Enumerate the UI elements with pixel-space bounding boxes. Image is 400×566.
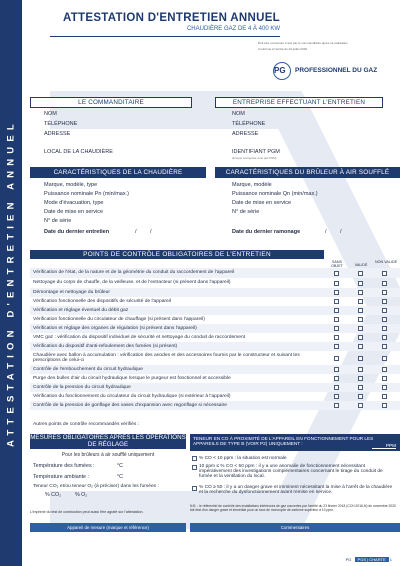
valide-checkbox[interactable]	[358, 335, 363, 340]
non-valide-checkbox[interactable]	[382, 326, 387, 331]
control-point-label: Contrôle de l'embouchement du circuit hydraulique	[33, 366, 143, 372]
chaudiere-evacuation-field[interactable]: Mode d'évacuation, type	[44, 200, 104, 206]
document-subtitle: CHAUDIÈRE GAZ DE 4 À 400 KW	[186, 26, 280, 32]
control-point-label: Vérification de l'état, de la nature et de la géométrie du conduit du raccordement de l'appareil	[33, 269, 235, 275]
commanditaire-adresse-field[interactable]: ADRESSE	[44, 131, 71, 137]
entreprise-pgm-field[interactable]: IDENTIFIANT PGM	[232, 149, 280, 155]
sans-objet-checkbox[interactable]	[334, 376, 339, 381]
non-valide-checkbox[interactable]	[382, 317, 387, 322]
chaudiere-mise-en-service-field[interactable]: Date de mise en service	[44, 209, 103, 215]
control-point-row	[30, 324, 400, 333]
commanditaire-telephone-field[interactable]: TÉLÉPHONE	[44, 121, 78, 127]
co-danger-checkbox[interactable]	[192, 486, 197, 491]
sans-objet-checkbox[interactable]	[334, 326, 339, 331]
date-separator: /	[135, 229, 137, 235]
chaudiere-dernier-entretien-field[interactable]: Date du dernier entretien	[44, 229, 110, 235]
non-valide-checkbox[interactable]	[382, 335, 387, 340]
bruleur-heading: CARACTÉRISTIQUES DU BRÛLEUR À AIR SOUFFLÉ	[215, 167, 400, 178]
mesures-footnote: L'imprimé du test de combustion peut aussi être agrafé sur l'attestation.	[30, 510, 144, 514]
bruleur-serie-field[interactable]: N° de série	[232, 209, 260, 215]
temp-ambiante-unit: °C	[117, 474, 123, 480]
valide-checkbox[interactable]	[358, 385, 363, 390]
control-point-row	[30, 333, 400, 342]
valide-checkbox[interactable]	[358, 317, 363, 322]
control-point-row	[30, 306, 400, 315]
control-point-row	[30, 365, 400, 374]
control-point-label: Vérification fonctionnelle du circulateur de chauffage (si présent dans l'appareil)	[33, 316, 205, 322]
page-number: 1	[389, 557, 392, 562]
control-point-label: Nettoyage du corps de chauffe, de la veilleuse, et de l'extracteur (si présent dans l'appareil)	[33, 279, 231, 285]
sans-objet-checkbox[interactable]	[334, 367, 339, 372]
valide-checkbox[interactable]	[358, 271, 363, 276]
non-valide-checkbox[interactable]	[382, 376, 387, 381]
pg-logo	[273, 62, 393, 80]
date-separator: /	[340, 229, 342, 235]
control-point-row	[30, 392, 400, 401]
sans-objet-checkbox[interactable]	[334, 394, 339, 399]
valide-checkbox[interactable]	[358, 308, 363, 313]
non-valide-checkbox[interactable]	[382, 271, 387, 276]
co-anomalie-checkbox[interactable]	[192, 465, 197, 470]
co-nb-note: N.B. : le référentiel de contrôle des installations intérieures de gaz couvertes par l'arrêté du 23 février 2018 (CCH-2016-N) de novembre 2020 fait état d'un danger grave et immédiat pour un taux de monoxyde de carbone supérieur à 10 ppm.	[190, 504, 396, 512]
sans-objet-checkbox[interactable]	[334, 403, 339, 408]
logo-mark: PG	[274, 65, 286, 75]
control-point-label: Vérification et réglage des organes de régulation (si présent dans l'appareil)	[33, 325, 197, 331]
col-valide: VALIDÉ	[354, 263, 368, 267]
co-heading-text: TENEUR EN CO À PROXIMITÉ DE L'APPAREIL EN FONCTIONNEMENT POUR LES APPAREILS DE TYPE B (VOIR P2) UNIQUEMENT :	[193, 435, 374, 446]
chaudiere-serie-field[interactable]: N° de série	[44, 218, 72, 224]
non-valide-checkbox[interactable]	[382, 299, 387, 304]
valide-checkbox[interactable]	[358, 299, 363, 304]
non-valide-checkbox[interactable]	[382, 281, 387, 286]
footer-tag: PGS | CHARTE	[355, 557, 389, 562]
valide-checkbox[interactable]	[358, 356, 363, 361]
header-divider	[50, 36, 280, 37]
valide-checkbox[interactable]	[358, 344, 363, 349]
valide-checkbox[interactable]	[358, 376, 363, 381]
control-point-label: Vérification fonctionnelle des dispositifs de sécurité de l'appareil	[33, 298, 171, 304]
non-valide-checkbox[interactable]	[382, 356, 387, 361]
page-footer	[346, 557, 392, 562]
col-non-valide: NON VALIDÉ	[374, 260, 398, 264]
bruleur-mise-en-service-field[interactable]: Date de mise en service	[232, 200, 291, 206]
retention-note: Doit être conservée 2 ans par le commanditaire après sa réalisation	[258, 41, 348, 45]
control-point-row	[30, 315, 400, 324]
entreprise-telephone-field[interactable]: TÉLÉPHONE	[232, 121, 266, 127]
bruleur-dernier-ramonage-field[interactable]: Date du dernier ramonage	[232, 229, 301, 235]
commanditaire-nom-field[interactable]: NOM	[44, 111, 57, 117]
control-point-label: Chaudière avec ballon à accumulation : vérification des anodes et des accessoires fournis par le constructeur et suivant les prescriptions de celui-ci	[33, 352, 300, 363]
entreprise-pgm-note: (lorsque l'entreprise n'est pas PGM)	[232, 156, 277, 160]
co2-field[interactable]: % CO₂	[45, 492, 62, 498]
co-normal-label: % CO < 10 ppm : la situation est normale	[199, 456, 287, 461]
date-separator: /	[325, 229, 327, 235]
valide-checkbox[interactable]	[358, 394, 363, 399]
conformity-note: Conforme à l'arrêté du 24 juillet 2020	[258, 47, 308, 51]
sans-objet-checkbox[interactable]	[334, 385, 339, 390]
temp-fumees-unit: °C	[117, 463, 123, 469]
logo-text: PROFESSIONNEL DU GAZ	[295, 67, 378, 74]
control-point-row	[30, 297, 400, 306]
mesures-subtitle: Pour les brûleurs à air soufflé uniquement	[61, 452, 155, 458]
control-point-label: Vérification du dispositif d'anti-refoulement des fumées (si présent)	[33, 343, 178, 349]
co-danger-label: % CO ≥ 50 : il y a un danger grave et imminent nécessitant la mise à l'arrêt de la chaudière et la recherche du dysfonctionnement avant remise en service.	[199, 485, 393, 496]
non-valide-checkbox[interactable]	[382, 344, 387, 349]
control-point-label: Contrôle de la pression de gonflage des vases d'expansion avec regonflage si nécessaire	[33, 402, 227, 408]
control-point-row	[30, 374, 400, 383]
temp-ambiante-field[interactable]: Température ambiante :	[33, 474, 89, 480]
control-point-label: Vérification et réglage éventuel du débit gaz	[33, 307, 129, 313]
bruleur-puissance-field[interactable]: Puissance nominale Qn (min/max.)	[232, 191, 318, 197]
co-unit: PPM	[372, 443, 396, 449]
side-banner-text: ATTESTATION D'ENTRETIEN ANNUEL	[5, 119, 17, 447]
non-valide-checkbox[interactable]	[382, 308, 387, 313]
sans-objet-checkbox[interactable]	[334, 271, 339, 276]
sans-objet-checkbox[interactable]	[334, 308, 339, 313]
o2-field[interactable]: % O₂	[75, 492, 88, 498]
valide-checkbox[interactable]	[358, 281, 363, 286]
co-heading	[190, 434, 400, 451]
entreprise-adresse-field[interactable]: ADRESSE	[232, 131, 259, 137]
valide-checkbox[interactable]	[358, 403, 363, 408]
document-title: ATTESTATION D'ENTRETIEN ANNUEL	[62, 12, 280, 24]
chaudiere-marque-field[interactable]: Marque, modèle, type	[44, 182, 98, 188]
control-point-row	[30, 288, 400, 297]
col-sans-objet: SANS OBJET	[331, 260, 343, 268]
entreprise-nom-field[interactable]: NOM	[232, 111, 245, 117]
control-point-row	[30, 383, 400, 392]
control-point-label: Vérification du fonctionnement du circulateur du circuit hydraulique (si extérieur à l'appareil)	[33, 393, 231, 399]
sans-objet-checkbox[interactable]	[334, 299, 339, 304]
valide-checkbox[interactable]	[358, 326, 363, 331]
footer-brand: PG	[345, 557, 352, 562]
sans-objet-checkbox[interactable]	[334, 344, 339, 349]
valide-checkbox[interactable]	[358, 367, 363, 372]
sans-objet-checkbox[interactable]	[334, 290, 339, 295]
control-point-row	[30, 342, 400, 351]
date-separator: /	[150, 229, 152, 235]
teneur-field[interactable]: Teneur CO₂ et/ou teneur O₂ (à préciser) dans les fumées :	[33, 484, 159, 489]
control-point-label: VMC gaz : vérification du dispositif individuel de sécurité et nettoyage du conduit de raccordement	[33, 334, 246, 340]
control-point-row	[30, 351, 400, 365]
non-valide-checkbox[interactable]	[382, 290, 387, 295]
co-normal-checkbox[interactable]	[192, 456, 197, 461]
control-point-label: Purge des bulles d'air du circuit hydraulique lorsque le purgeur est fonctionnel et accessible	[33, 375, 231, 381]
sans-objet-checkbox[interactable]	[334, 281, 339, 286]
non-valide-checkbox[interactable]	[382, 403, 387, 408]
commanditaire-local-field[interactable]: LOCAL DE LA CHAUDIÈRE	[44, 149, 113, 155]
points-controle-heading: POINTS DE CONTRÔLE OBLIGATOIRES DE L'ENTRETIEN	[30, 250, 324, 259]
autres-points-field[interactable]: Autres points de contrôle recommandés vérifiés :	[33, 422, 140, 427]
control-point-row	[30, 401, 400, 410]
non-valide-checkbox[interactable]	[382, 367, 387, 372]
non-valide-checkbox[interactable]	[382, 394, 387, 399]
sans-objet-checkbox[interactable]	[334, 335, 339, 340]
appareil-mesure-bar[interactable]: Appareil de mesure (marque et référence)	[30, 523, 186, 532]
chaudiere-heading: CARACTÉRISTIQUES DE LA CHAUDIÈRE	[30, 167, 206, 178]
non-valide-checkbox[interactable]	[382, 385, 387, 390]
entreprise-heading: ENTREPRISE EFFECTUANT L'ENTRETIEN	[215, 97, 383, 108]
commentaires-bar[interactable]: Commentaires	[190, 523, 400, 532]
sans-objet-checkbox[interactable]	[334, 317, 339, 322]
co-anomalie-label: 10 ppm ≤ % CO < 50 ppm : il y a une anomalie de fonctionnement nécessitant impérativement des investigations complémentaires concernant le tirage du conduit de fumée et la ventilation du local.	[199, 464, 383, 480]
control-point-label: Contrôle de la pression du circuit hydraulique	[33, 384, 131, 390]
bruleur-marque-field[interactable]: Marque, modèle	[232, 182, 272, 188]
sans-objet-checkbox[interactable]	[334, 356, 339, 361]
chaudiere-puissance-field[interactable]: Puissance nominale Pn (min/max.)	[44, 191, 129, 197]
commanditaire-heading: LE COMMANDITAIRE	[30, 97, 192, 108]
control-point-row	[30, 278, 400, 288]
control-point-label: Démontage et nettoyage du brûleur	[33, 289, 110, 295]
side-band	[0, 0, 22, 566]
temp-fumees-field[interactable]: Température des fumées :	[33, 463, 95, 469]
control-point-row	[30, 268, 400, 278]
mesures-heading: MESURES OBLIGATOIRES APRÈS LES OPÉRATIONS DE RÉGLAGE	[30, 434, 186, 448]
valide-checkbox[interactable]	[358, 290, 363, 295]
